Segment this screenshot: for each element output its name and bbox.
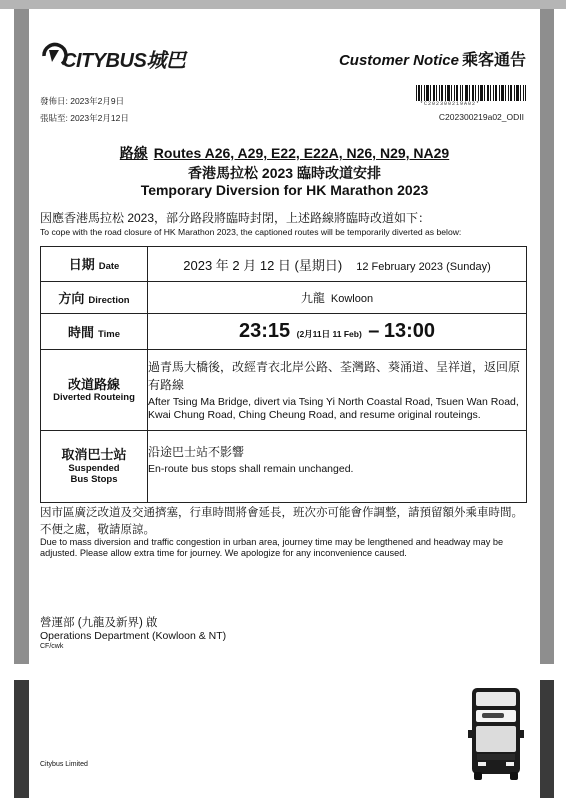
- posting-date: 張貼至: 2023年2月12日: [40, 113, 129, 123]
- left-frame-bar-dark: [14, 680, 29, 798]
- top-frame-bar: [0, 0, 566, 9]
- time-label-zh: 時間: [67, 324, 94, 340]
- routeing-value: [148, 350, 527, 431]
- routeing-label: [41, 350, 148, 431]
- apology-note-en: Due to mass diversion and traffic congestion in urban area, journey time may be lengthened and headway may be adjusted. Please allow extra time for journey. We apologize for any inconvenience caused.: [40, 537, 504, 559]
- stops-label-en-2: Bus Stops: [70, 474, 118, 486]
- time-label: [41, 314, 148, 350]
- time-end: 13:00: [383, 320, 435, 342]
- routeing-value-zh: 過青馬大橋後，改經青衣北岸公路、荃灣路、葵涌道、呈祥道，返回原有路線: [148, 359, 521, 392]
- routeing-row: [41, 350, 527, 431]
- barcode-text: *C202300219A02*: [420, 101, 481, 107]
- routeing-value-en: After Tsing Ma Bridge, divert via Tsing Yi North Coastal Road, Tsuen Wan Road, Kwai Chung Road, Ching Cheung Road, and resume original routeings.: [148, 395, 519, 421]
- direction-label-en: Direction: [88, 294, 130, 306]
- direction-row: [41, 282, 527, 314]
- right-frame-bar: [540, 9, 554, 664]
- direction-label-zh: 方向: [58, 290, 85, 306]
- direction-value-en: Kowloon: [330, 293, 374, 305]
- subtitle-en: Temporary Diversion for HK Marathon 2023: [140, 182, 429, 198]
- direction-value-zh: 九龍: [300, 291, 325, 305]
- apology-note-zh: 因市區廣泛改道及交通擠塞，行車時間將會延長，班次亦可能會作調整，請預留額外乘車時間。不便之處，敬請原諒。: [40, 507, 523, 536]
- time-row: [41, 314, 527, 350]
- time-value: [148, 314, 527, 350]
- date-value-en: 12 February 2023 (Sunday): [356, 260, 491, 273]
- routes-heading-zh: 路線: [119, 145, 148, 161]
- stops-value: [148, 431, 527, 503]
- signature-zh: 營運部 (九龍及新界) 啟: [40, 617, 158, 629]
- notice-title: [339, 47, 526, 70]
- routeing-label-en: Diverted Routeing: [53, 392, 135, 404]
- date-value: [148, 247, 527, 282]
- time-dash: –: [368, 320, 380, 342]
- reference-number: C202300219a02_ODII: [438, 112, 524, 122]
- routes-heading: [29, 143, 540, 163]
- signature-code: CF/cwk: [40, 643, 64, 650]
- notice-title-en: Customer Notice: [338, 52, 459, 69]
- direction-value: [148, 282, 527, 314]
- double-decker-bus-icon: [466, 686, 526, 782]
- time-start: 23:15: [239, 320, 291, 342]
- barcode-icon: [416, 85, 526, 101]
- stops-label: [41, 431, 148, 503]
- date-label-zh: 日期: [68, 257, 95, 272]
- subtitle-zh: 香港馬拉松 2023 臨時改道安排: [188, 165, 381, 181]
- footer-company: Citybus Limited: [40, 761, 88, 768]
- issue-date: 發佈日: 2023年2月9日: [40, 96, 125, 106]
- left-frame-bar: [14, 9, 29, 664]
- time-start-note: (2月11日 11 Feb): [296, 329, 362, 339]
- time-label-en: Time: [98, 328, 121, 340]
- intro-zh: 因應香港馬拉松 2023，部分路段將臨時封閉，上述路線將臨時改道如下：: [40, 211, 431, 225]
- stops-label-zh: 取消巴士站: [61, 447, 127, 463]
- date-value-zh: 2023 年 2 月 12 日 (星期日): [183, 257, 343, 273]
- routeing-label-zh: 改道路線: [67, 376, 120, 392]
- diversion-table: [40, 246, 527, 503]
- routes-heading-en: Routes A26, A29, E22, E22A, N26, N29, NA29: [153, 145, 450, 161]
- date-label-en: Date: [98, 261, 120, 272]
- stops-value-zh: 沿途巴士站不影響: [148, 444, 245, 459]
- brand-name: CITYBUS城巴: [62, 50, 186, 72]
- date-row: [41, 247, 527, 282]
- stops-row: [41, 431, 527, 503]
- notice-title-zh: 乘客通告: [461, 52, 526, 69]
- direction-label: [41, 282, 148, 314]
- signature-en: Operations Department (Kowloon & NT): [40, 630, 227, 642]
- intro-en: To cope with the road closure of HK Marathon 2023, the captioned routes will be temporarily diverted as below:: [40, 227, 462, 237]
- stops-label-en-1: Suspended: [68, 462, 120, 474]
- date-label: [41, 247, 148, 282]
- stops-value-en: En-route bus stops shall remain unchanged.: [148, 462, 354, 475]
- right-frame-bar-dark: [540, 680, 554, 798]
